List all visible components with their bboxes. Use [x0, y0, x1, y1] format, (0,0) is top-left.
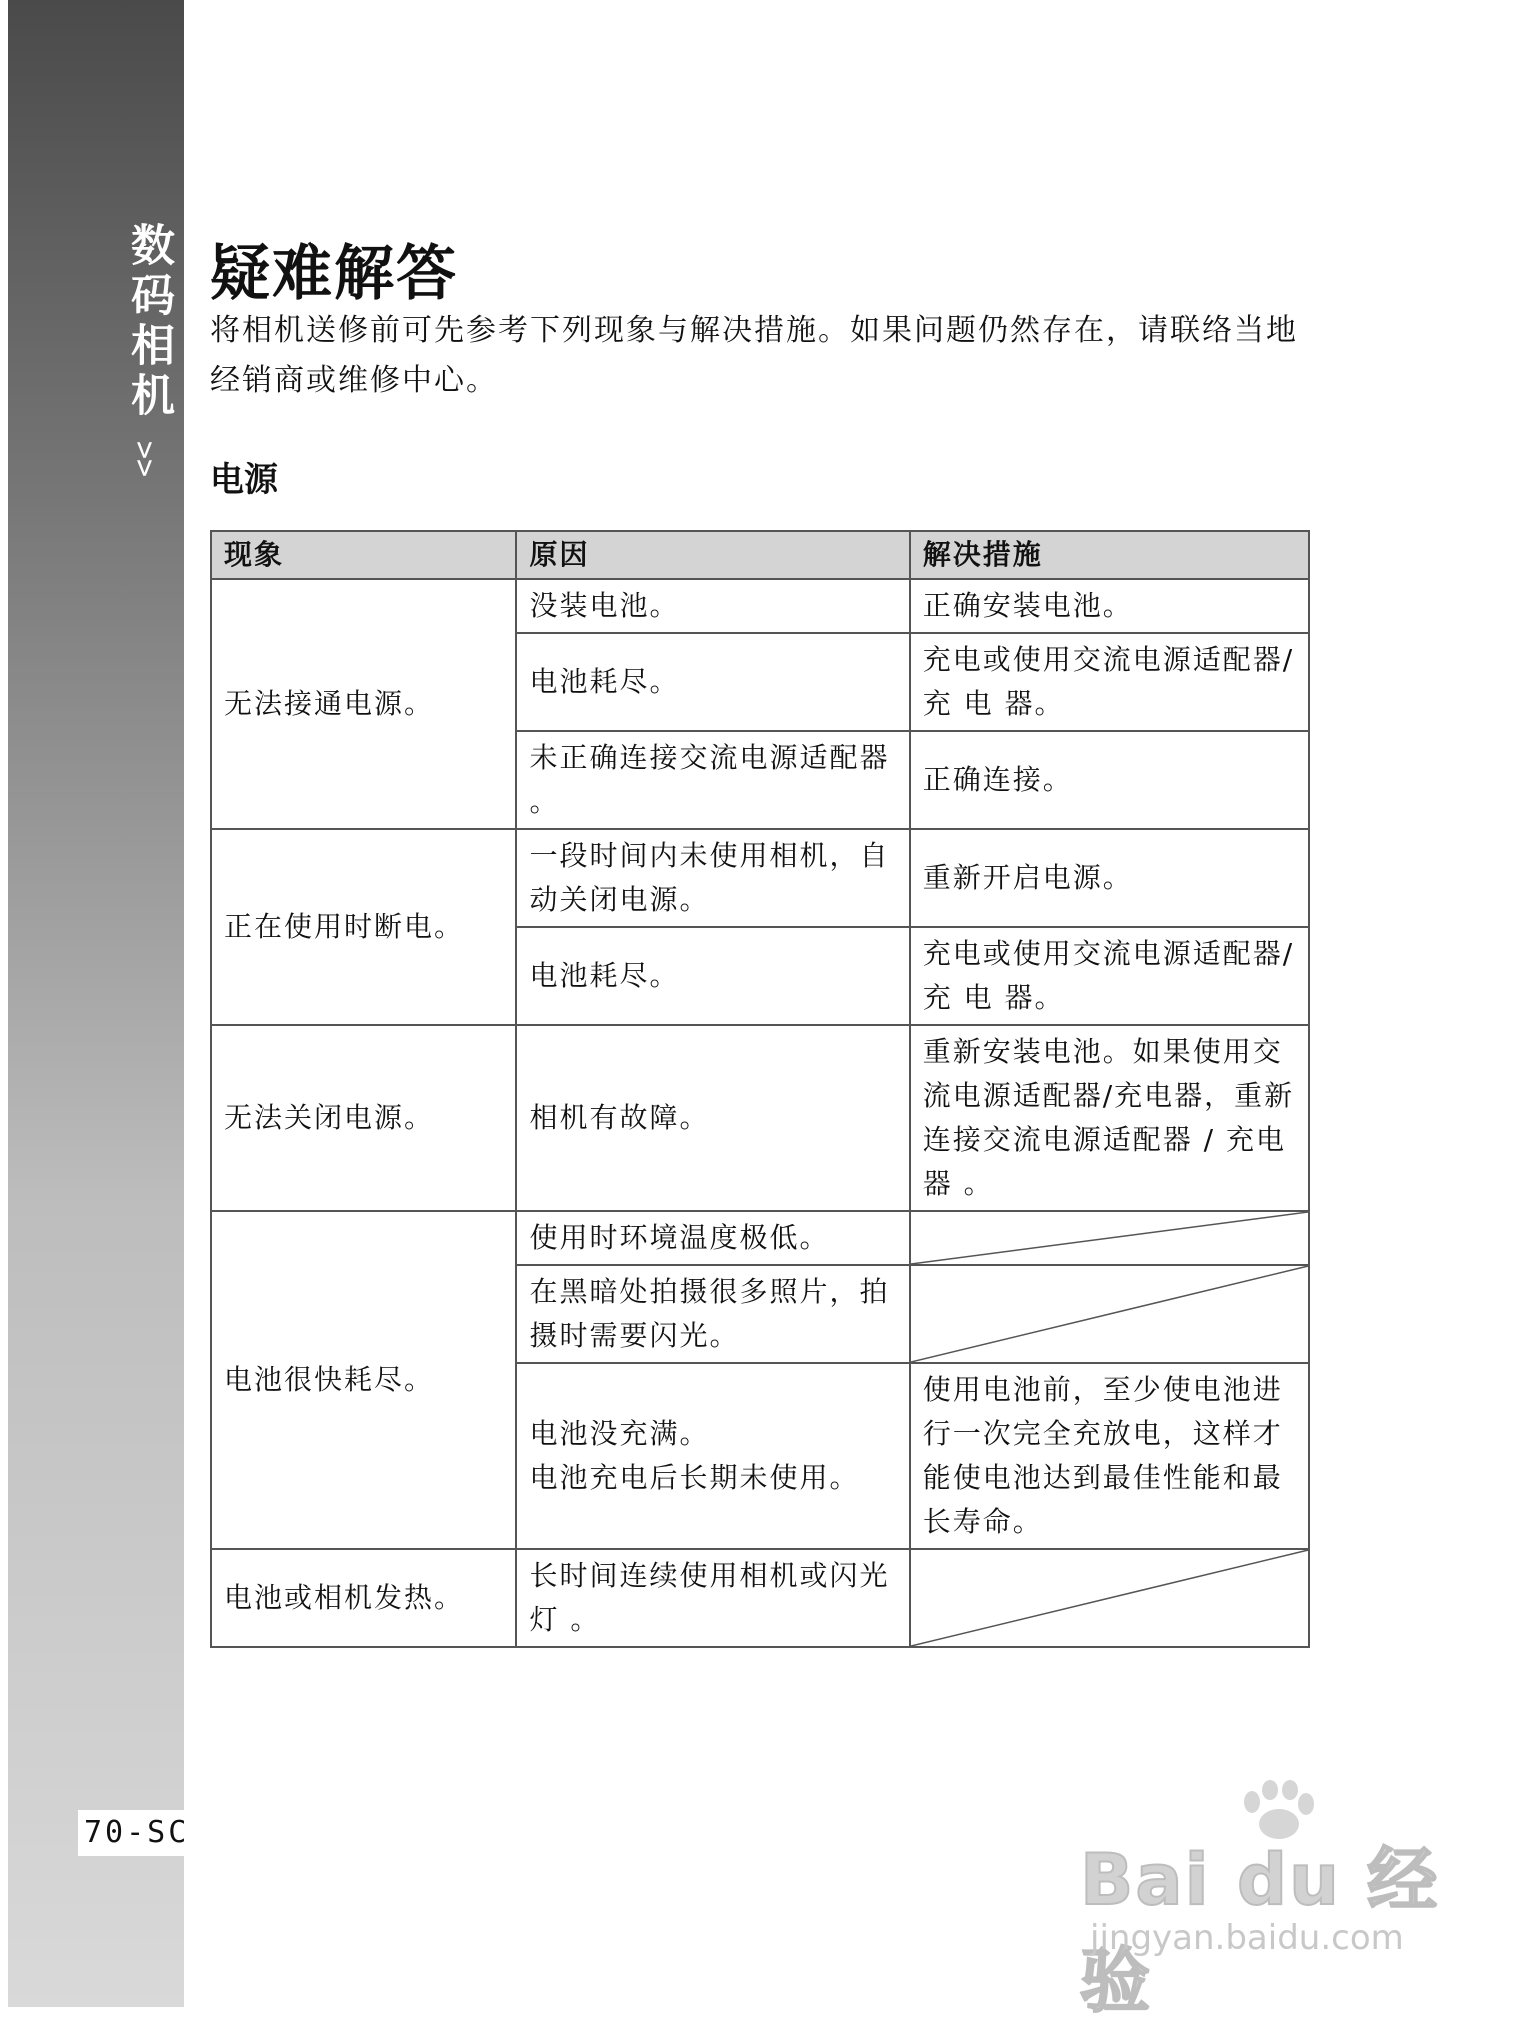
cause-cell [516, 1363, 909, 1549]
table-row [211, 1025, 1309, 1211]
cause-cell: 使用时环境温度极低。 [516, 1211, 909, 1265]
table-row [211, 829, 1309, 927]
solution-cell: 重新安装电池。如果使用交流电源适配器/充电器，重新连接交流电源适配器 / 充电器 。 [910, 1025, 1309, 1211]
header-cause: 原因 [516, 531, 909, 579]
cause-cell: 相机有故障。 [516, 1025, 909, 1211]
watermark-logo: Bai du 经验 [1080, 1839, 1440, 2022]
solution-cell: 充电或使用交流电源适配器/充 电 器。 [910, 927, 1309, 1025]
table-row [211, 579, 1309, 633]
watermark-url: jingyan.baidu.com [1090, 1918, 1404, 1958]
troubleshooting-table [210, 530, 1310, 1648]
page-title: 疑难解答 [210, 239, 458, 309]
symptom-cell: 无法接通电源。 [211, 579, 516, 829]
empty-solution-cell [910, 1265, 1309, 1363]
page-number: 70-SC [78, 1810, 196, 1856]
symptom-cell: 正在使用时断电。 [211, 829, 516, 1025]
symptom-cell: 电池或相机发热。 [211, 1549, 516, 1647]
symptom-cell: 无法关闭电源。 [211, 1025, 516, 1211]
solution-cell: 使用电池前，至少使电池进行一次完全充放电，这样才能使电池达到最佳性能和最长寿命。 [910, 1363, 1309, 1549]
section-heading: 电源 [210, 460, 278, 500]
table-row [211, 1549, 1309, 1647]
empty-solution-cell [910, 1549, 1309, 1647]
sidebar [8, 0, 184, 2007]
diagonal-slash [911, 1212, 1308, 1264]
cause-line: 电池充电后长期未使用。 [529, 1461, 860, 1494]
sidebar-title: 数码相机 [123, 222, 174, 422]
cause-cell: 在黑暗处拍摄很多照片，拍摄时需要闪光。 [516, 1265, 909, 1363]
cause-cell: 长时间连续使用相机或闪光灯 。 [516, 1549, 909, 1647]
symptom-cell: 电池很快耗尽。 [211, 1211, 516, 1549]
empty-solution-cell [910, 1211, 1309, 1265]
table-header-row [211, 531, 1309, 579]
solution-cell: 正确安装电池。 [910, 579, 1309, 633]
baidu-watermark [1060, 1780, 1460, 2022]
cause-cell: 未正确连接交流电源适配器 。 [516, 731, 909, 829]
cause-cell: 一段时间内未使用相机，自动关闭电源。 [516, 829, 909, 927]
header-symptom: 现象 [211, 531, 516, 579]
cause-line: 电池没充满。 [529, 1417, 710, 1450]
solution-cell: 充电或使用交流电源适配器/充 电 器。 [910, 633, 1309, 731]
solution-cell: 正确连接。 [910, 731, 1309, 829]
solution-cell: 重新开启电源。 [910, 829, 1309, 927]
cause-cell: 电池耗尽。 [516, 927, 909, 1025]
cause-cell: 电池耗尽。 [516, 633, 909, 731]
header-solution: 解决措施 [910, 531, 1309, 579]
chevron-icon: >> [127, 440, 163, 478]
diagonal-slash [911, 1266, 1308, 1362]
diagonal-slash [911, 1550, 1308, 1646]
intro-paragraph: 将相机送修前可先参考下列现象与解决措施。如果问题仍然存在，请联络当地经销商或维修中心。 [210, 313, 1298, 398]
table-row [211, 1211, 1309, 1265]
cause-cell: 没装电池。 [516, 579, 909, 633]
